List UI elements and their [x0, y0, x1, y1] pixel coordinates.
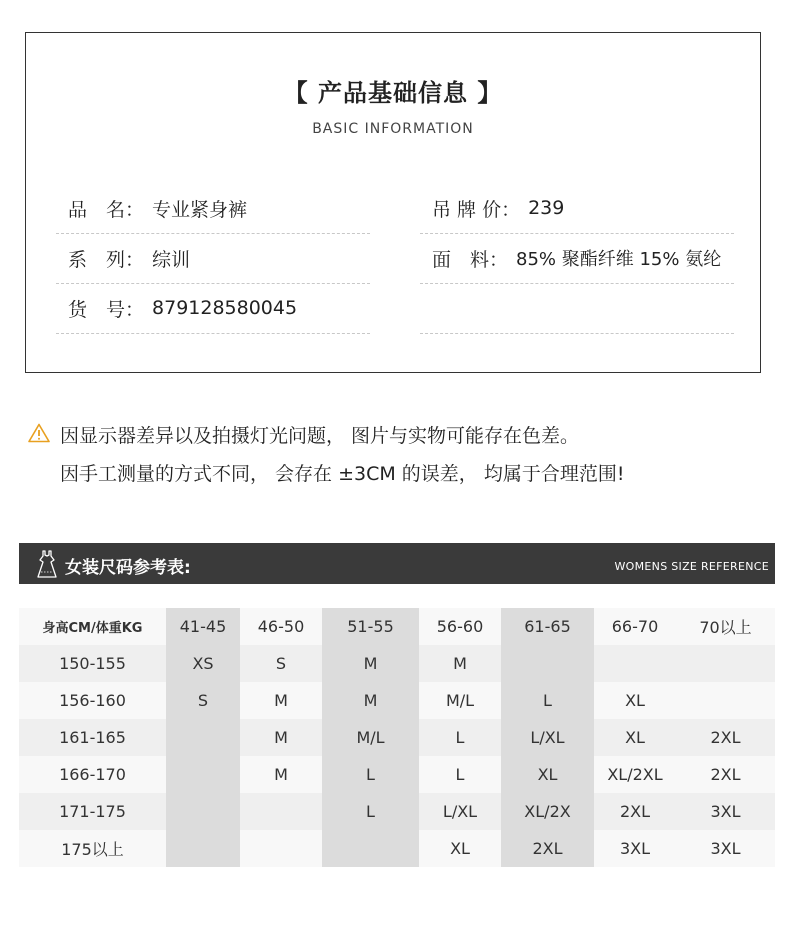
table-cell: M: [240, 682, 322, 719]
table-cell: XL/2XL: [594, 756, 676, 793]
notice-line-1: 因显示器差异以及拍摄灯光问题， 图片与实物可能存在色差。: [60, 425, 580, 447]
table-cell: M: [419, 645, 501, 682]
header-cell: 61-65: [501, 608, 594, 645]
table-cell: S: [166, 682, 240, 719]
table-cell: [166, 719, 240, 756]
table-cell: [676, 645, 775, 682]
table-cell: 2XL: [501, 830, 594, 867]
size-chart-header: [19, 543, 775, 584]
info-value: 239: [528, 197, 565, 219]
table-cell: [240, 830, 322, 867]
table-cell: 3XL: [594, 830, 676, 867]
info-subtitle: BASIC INFORMATION: [312, 121, 474, 137]
info-row-fabric: [420, 233, 734, 284]
table-cell: M: [240, 756, 322, 793]
table-cell: 150-155: [19, 645, 166, 682]
header-cell: 身高CM/体重KG: [19, 608, 166, 645]
table-row: [19, 682, 775, 719]
table-cell: XL: [594, 682, 676, 719]
header-cell: 51-55: [322, 608, 419, 645]
info-label: 面 料：: [432, 248, 509, 271]
size-chart-title: 女装尺码参考表:: [65, 558, 191, 578]
product-info-box: [25, 32, 761, 373]
table-cell: [166, 756, 240, 793]
table-cell: 175以上: [19, 830, 166, 867]
size-chart-subtitle: WOMENS SIZE REFERENCE: [614, 560, 769, 573]
table-row: [19, 719, 775, 756]
header-cell: 70以上: [676, 608, 775, 645]
size-chart-header-row: [19, 608, 775, 645]
info-row-sku: [56, 283, 370, 334]
info-row-series: [56, 233, 370, 284]
table-cell: M: [322, 645, 419, 682]
table-cell: L: [322, 756, 419, 793]
table-cell: [166, 793, 240, 830]
notice-line-2: 因手工测量的方式不同， 会存在 ±3CM 的误差， 均属于合理范围!: [60, 463, 625, 485]
table-cell: L: [419, 756, 501, 793]
table-row: [19, 756, 775, 793]
table-cell: 2XL: [676, 756, 775, 793]
info-label: 货 号：: [68, 298, 145, 321]
table-cell: M/L: [419, 682, 501, 719]
table-cell: XL/2X: [501, 793, 594, 830]
table-cell: 166-170: [19, 756, 166, 793]
info-value: 专业紧身裤: [152, 198, 248, 221]
table-cell: [166, 830, 240, 867]
table-cell: XL: [501, 756, 594, 793]
table-cell: 3XL: [676, 830, 775, 867]
info-row-name: [56, 183, 370, 234]
table-cell: [676, 682, 775, 719]
table-cell: L: [501, 682, 594, 719]
info-value: 85% 聚酯纤维 15% 氨纶: [516, 249, 722, 270]
table-cell: M: [322, 682, 419, 719]
warning-triangle-icon: [28, 423, 50, 443]
table-cell: 171-175: [19, 793, 166, 830]
table-row: [19, 645, 775, 682]
table-cell: [322, 830, 419, 867]
table-row: [19, 830, 775, 867]
table-cell: 156-160: [19, 682, 166, 719]
table-cell: S: [240, 645, 322, 682]
table-cell: M: [240, 719, 322, 756]
table-cell: L: [419, 719, 501, 756]
info-label: 吊 牌 价：: [432, 198, 521, 221]
info-row-empty: [420, 283, 734, 334]
size-chart-table: [19, 608, 775, 867]
table-cell: [594, 645, 676, 682]
table-cell: XL: [419, 830, 501, 867]
table-cell: 161-165: [19, 719, 166, 756]
table-cell: L: [322, 793, 419, 830]
table-cell: [240, 793, 322, 830]
table-cell: [501, 645, 594, 682]
table-cell: XS: [166, 645, 240, 682]
table-cell: M/L: [322, 719, 419, 756]
table-cell: L/XL: [419, 793, 501, 830]
header-cell: 56-60: [419, 608, 501, 645]
table-cell: 3XL: [676, 793, 775, 830]
dress-icon: [36, 550, 58, 578]
table-cell: 2XL: [676, 719, 775, 756]
header-cell: 66-70: [594, 608, 676, 645]
header-cell: 41-45: [166, 608, 240, 645]
table-cell: L/XL: [501, 719, 594, 756]
table-row: [19, 793, 775, 830]
info-label: 品 名：: [68, 198, 145, 221]
table-cell: XL: [594, 719, 676, 756]
table-cell: 2XL: [594, 793, 676, 830]
header-cell: 46-50: [240, 608, 322, 645]
info-label: 系 列：: [68, 248, 145, 271]
info-title: 【 产品基础信息 】: [283, 79, 503, 107]
info-value: 综训: [152, 248, 191, 271]
info-value: 879128580045: [152, 297, 298, 319]
info-row-price: [420, 183, 734, 234]
